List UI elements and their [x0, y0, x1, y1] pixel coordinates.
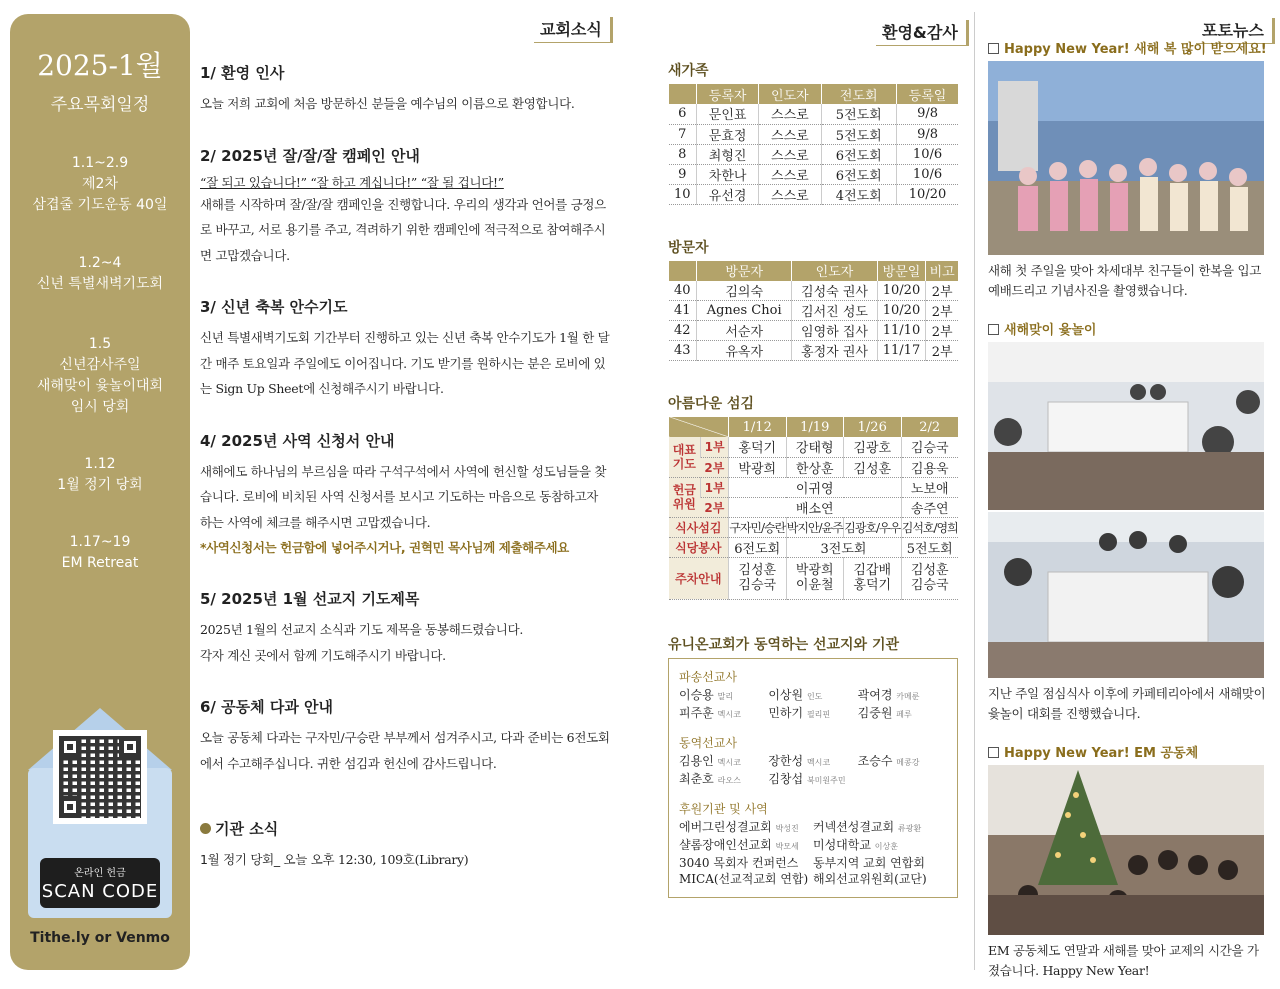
news-item	[200, 430, 612, 561]
news-item	[200, 588, 612, 668]
cell: 40	[669, 281, 697, 301]
cell-line: 김승국	[910, 578, 949, 593]
mission-item	[679, 705, 768, 723]
mission-list	[679, 819, 947, 887]
cell: 2부	[926, 321, 958, 341]
cell: 9/8	[897, 124, 958, 144]
cell: 김용욱	[901, 457, 958, 477]
offering-envelope	[28, 708, 172, 922]
event-date: 1.12	[84, 456, 116, 472]
cell: 박광희	[729, 457, 787, 477]
cell: 홍정자 권사	[792, 341, 877, 361]
mission-item	[679, 753, 768, 771]
cell: 10/20	[877, 281, 926, 301]
org-news-heading	[200, 818, 612, 839]
cell: 2부	[926, 341, 958, 361]
scan-code-badge	[40, 858, 160, 908]
event-line: 제2차	[82, 176, 118, 192]
row-label: 주차안내	[669, 557, 729, 599]
place: 멕시코	[717, 709, 741, 719]
event-line: 임시 당회	[70, 399, 130, 415]
service-table	[668, 417, 958, 600]
cell: 최형진	[697, 144, 759, 164]
sidebar-title: 2025-1월	[37, 49, 163, 82]
table-header	[669, 261, 697, 281]
table-header-row	[669, 84, 959, 104]
cell-line: 김성훈	[738, 563, 777, 578]
place: 메콩강	[896, 757, 920, 767]
cell: 2부	[926, 301, 958, 321]
welcome-column	[668, 60, 958, 898]
cell: 3전도회	[786, 537, 901, 557]
cell: 김서진 성도	[792, 301, 877, 321]
news-title: 2/ 2025년 잘/잘/잘 캠페인 안내	[200, 146, 420, 165]
mission-item	[858, 705, 947, 723]
place: 이상훈	[874, 841, 898, 851]
place: 박모세	[775, 841, 799, 851]
row-sublabel: 1부	[701, 437, 729, 457]
cell: 스스로	[759, 144, 821, 164]
event-line: EM Retreat	[61, 555, 139, 571]
cell	[844, 557, 902, 599]
newfamily-table	[668, 84, 958, 205]
table-header: 방문일	[877, 261, 926, 281]
row-sublabel: 2부	[701, 457, 729, 477]
event-date: 1.5	[88, 336, 112, 352]
name: 민하기	[768, 705, 804, 720]
cell: 한상훈	[786, 457, 844, 477]
place: 인도	[806, 691, 823, 701]
cell: 6전도회	[821, 164, 897, 184]
schedule-event	[10, 532, 190, 574]
name: 동부지역 교회 연합회	[813, 855, 925, 870]
cell: 스스로	[759, 124, 821, 144]
table-header: 등록자	[697, 84, 759, 104]
cell	[786, 557, 844, 599]
photo-title-text: Happy New Year! 새해 복 많이 받으세요!	[1004, 42, 1267, 57]
row-label: 식사섬김	[669, 517, 729, 537]
name: 이승용	[679, 687, 714, 702]
table-row	[669, 497, 959, 517]
table-header: 방문자	[697, 261, 792, 281]
cell: Agnes Choi	[697, 301, 792, 321]
event-line: 새해맞이 윷놀이대회	[36, 378, 164, 394]
cell: 김광호	[844, 437, 902, 457]
schedule-event	[10, 334, 190, 418]
table-header: 1/19	[786, 417, 844, 437]
table-header: 1/12	[729, 417, 787, 437]
cell: 구자민/승란	[729, 517, 787, 537]
name: 조승수	[857, 753, 893, 768]
name: 김용인	[679, 753, 714, 768]
cell: 43	[669, 341, 697, 361]
name: 김중원	[857, 705, 893, 720]
news-body: 2025년 1월의 선교지 소식과 기도 제목을 동봉해드렸습니다.	[200, 622, 524, 637]
table-header: 등록일	[897, 84, 958, 104]
photo-news-column	[988, 38, 1268, 981]
org-news-text: 오늘 오후 12:30, 109호(Library)	[283, 852, 469, 867]
cell: 홍덕기	[729, 437, 787, 457]
checkbox-icon	[988, 324, 999, 335]
cell: 9/8	[897, 104, 958, 124]
table-row	[669, 104, 959, 124]
name: 장한성	[768, 753, 804, 768]
table-row	[669, 184, 959, 204]
table-header-row	[669, 261, 959, 281]
newfamily-title: 새가족	[668, 63, 709, 79]
mission-item	[679, 871, 813, 887]
cell	[901, 557, 958, 599]
cell-line: 홍덕기	[853, 578, 892, 593]
news-title: 6/ 공동체 다과 안내	[200, 698, 334, 716]
name: 3040 목회자 컨퍼런스	[679, 855, 799, 870]
cell: 10/6	[897, 144, 958, 164]
table-row	[669, 281, 959, 301]
cell: 김광호/우우	[844, 517, 902, 537]
mission-item	[679, 837, 813, 855]
mission-title: 유니온교회가 동역하는 선교지와 기관	[668, 636, 900, 653]
place: 멕시코	[806, 757, 831, 767]
mission-item	[858, 687, 947, 705]
cell-line: 이윤철	[795, 578, 834, 593]
cell: 문효정	[697, 124, 759, 144]
mission-item	[768, 753, 857, 771]
checkbox-icon	[988, 43, 999, 54]
place: 류광환	[897, 823, 922, 833]
cell: 박지안/윤주	[786, 517, 844, 537]
cell: 이귀영	[729, 477, 902, 497]
mission-item	[679, 819, 813, 837]
cell-line: 김갑배	[853, 563, 892, 578]
row-sublabel: 1부	[701, 477, 729, 497]
mission-item	[768, 687, 857, 705]
cell: 배소연	[729, 497, 902, 517]
table-row	[669, 341, 959, 361]
cell: 김성훈	[844, 457, 902, 477]
mission-item	[813, 819, 947, 837]
cell: 김성숙 권사	[792, 281, 877, 301]
visitors-table	[668, 261, 958, 362]
mission-group-title: 파송선교사	[679, 669, 737, 684]
cell: 차한나	[697, 164, 759, 184]
schedule-event	[10, 153, 190, 216]
news-title: 4/ 2025년 사역 신청서 안내	[200, 431, 395, 450]
qr-finder-icon	[59, 796, 81, 818]
schedule-event	[10, 253, 190, 295]
place: 멕시코	[717, 757, 741, 767]
cell: 6전도회	[729, 537, 787, 557]
table-header: 전도회	[821, 84, 897, 104]
cell: 6	[669, 104, 697, 124]
cell: 10/20	[877, 301, 926, 321]
cell: 9	[669, 164, 697, 184]
cell: 스스로	[759, 104, 821, 124]
row-sublabel: 2부	[701, 497, 729, 517]
name: 김창섭	[768, 771, 804, 786]
photo-title	[988, 319, 1268, 338]
sidebar-subtitle: 주요목회일정	[50, 95, 150, 115]
mission-item	[679, 771, 768, 789]
photo-title	[988, 742, 1268, 761]
place: 박성진	[775, 823, 799, 833]
schedule-event	[10, 454, 190, 496]
news-body: 새해를 시작하며 잘/잘/잘 캠페인을 진행합니다. 우리의 생각과 언어를 긍정으로 바꾸고, 서로 용기를 주고, 격려하기 위한 캠페인에 적극적으로 참여해주시면 고맙겠습니다.	[200, 196, 606, 263]
cell-line: 김성훈	[910, 563, 949, 578]
name: 곽여경	[857, 687, 893, 702]
table-row	[669, 477, 959, 497]
mission-list	[679, 753, 947, 789]
service-title: 아름다운 섬김	[668, 396, 755, 412]
news-note: *사역신청서는 헌금함에 넣어주시거나, 권혁민 목사님께 제출해주세요	[200, 540, 569, 555]
org-news	[200, 818, 612, 873]
photo-image	[988, 61, 1264, 255]
qr-finder-icon	[119, 736, 141, 758]
cell: 4전도회	[821, 184, 897, 204]
table-row	[669, 557, 959, 599]
name: 최춘호	[679, 771, 714, 786]
tithe-label: Tithe.ly or Venmo	[30, 930, 170, 946]
table-row	[669, 517, 959, 537]
news-item	[200, 296, 612, 402]
event-date: 1.17~19	[69, 534, 131, 550]
scan-caption: 온라인 헌금	[74, 868, 126, 879]
photo-caption: 지난 주일 점심식사 이후에 카페테리아에서 새해맞이 윷놀이 대회를 진행했습니다.	[988, 686, 1266, 721]
table-header-row	[669, 417, 959, 437]
news-title: 1/ 환영 인사	[200, 64, 285, 82]
org-news-title: 기관 소식	[215, 820, 279, 838]
name: 커넥션성결교회	[813, 819, 895, 834]
cell: 유선경	[697, 184, 759, 204]
table-header: 2/2	[901, 417, 958, 437]
mission-list	[679, 687, 947, 723]
church-news-column	[200, 62, 612, 893]
table-row	[669, 144, 959, 164]
table-header: 비고	[926, 261, 958, 281]
cell: 6전도회	[821, 144, 897, 164]
cell: 10	[669, 184, 697, 204]
cell: 스스로	[759, 164, 821, 184]
cell-line: 박광희	[795, 563, 834, 578]
table-header: 인도자	[792, 261, 877, 281]
checkbox-icon	[988, 747, 999, 758]
place: 말리	[717, 691, 734, 701]
table-row	[669, 457, 959, 477]
row-label: 대표 기도	[669, 437, 701, 477]
photo-title-text: 새해맞이 윷놀이	[1004, 323, 1097, 338]
event-line: 1월 정기 당회	[57, 477, 143, 493]
event-line: 신년 특별새벽기도회	[36, 276, 164, 292]
table-row	[669, 164, 959, 184]
cell: 41	[669, 301, 697, 321]
bullet-icon	[200, 823, 211, 834]
news-title: 5/ 2025년 1월 선교지 기도제목	[200, 590, 420, 608]
cell: 10/6	[897, 164, 958, 184]
cell: 5전도회	[901, 537, 958, 557]
diagonal-header	[669, 417, 729, 437]
place: 페루	[896, 709, 912, 719]
mission-item	[768, 705, 857, 723]
mission-box	[668, 658, 958, 898]
news-body: 오늘 공동체 다과는 구자민/구승란 부부께서 섬겨주시고, 다과 준비는 6전도회에서 수고해주십니다. 귀한 섬김과 헌신에 감사드립니다.	[200, 730, 610, 771]
news-body: 각자 계신 곳에서 함께 기도해주시기 바랍니다.	[200, 647, 446, 663]
cell-line: 김승국	[738, 578, 777, 593]
cell: 11/10	[877, 321, 926, 341]
cell: 노보애	[901, 477, 958, 497]
news-quote: “잘 되고 있습니다!” “잘 하고 계십니다!” “잘 될 겁니다!”	[200, 174, 504, 190]
cell: 2부	[926, 281, 958, 301]
column-divider	[974, 12, 975, 970]
org-news-body	[200, 847, 612, 873]
news-item	[200, 62, 612, 117]
event-line: 삼겹줄 기도운동 40일	[32, 197, 168, 213]
cell: 7	[669, 124, 697, 144]
cell: 11/17	[877, 341, 926, 361]
cell: 10/20	[897, 184, 958, 204]
news-title: 3/ 신년 축복 안수기도	[200, 298, 348, 316]
qr-finder-icon	[59, 736, 81, 758]
cell: 5전도회	[821, 124, 897, 144]
cell: 42	[669, 321, 697, 341]
photo-yut-game-2[interactable]	[988, 512, 1264, 678]
scan-label: SCAN CODE	[41, 881, 159, 902]
cell	[729, 557, 787, 599]
news-item	[200, 696, 612, 776]
photo-title	[988, 38, 1268, 57]
name: 이상원	[768, 687, 804, 702]
cell: 서순자	[697, 321, 792, 341]
qr-code-icon[interactable]	[53, 730, 147, 824]
visitors-title: 방문자	[668, 239, 709, 256]
news-body: 새해에도 하나님의 부르심을 따라 구석구석에서 사역에 헌신할 성도님들을 찾습니다. 로비에 비치된 사역 신청서를 보시고 기도하는 마음으로 동참하고자 하는 사역에 체크를 해주시면 고맙겠습니다.	[200, 463, 607, 530]
cell: 5전도회	[821, 104, 897, 124]
cell: 8	[669, 144, 697, 164]
mission-group-title: 후원기관 및 사역	[679, 801, 768, 816]
schedule-sidebar	[10, 14, 190, 970]
cell: 문인표	[697, 104, 759, 124]
tab-news: 교회소식	[534, 17, 613, 43]
mission-item	[679, 687, 768, 705]
cell: 송주연	[901, 497, 958, 517]
name: 해외선교위원회(교단)	[813, 871, 927, 886]
table-header: 1/26	[844, 417, 902, 437]
place: 라오스	[717, 775, 741, 785]
photo-em-community[interactable]	[988, 765, 1264, 935]
news-body: 신년 특별새벽기도회 기간부터 진행하고 있는 신년 축복 안수기도가 1월 한 달간 매주 토요일과 주일에도 이어집니다. 기도 받기를 원하시는 분은 로비에 있는 Sign Up Sheet에 신청해주시기 바랍니다.	[200, 330, 610, 396]
mission-item	[858, 753, 947, 771]
photo-image	[988, 512, 1264, 678]
mission-item	[679, 855, 813, 871]
photo-yut-game-1[interactable]	[988, 342, 1264, 510]
mission-item	[813, 837, 947, 855]
org-news-label: 1월 정기 당회_	[200, 852, 280, 867]
cell: 김의숙	[697, 281, 792, 301]
row-label: 식당봉사	[669, 537, 729, 557]
mission-group-title: 동역선교사	[679, 735, 737, 750]
table-row	[669, 537, 959, 557]
mission-item	[768, 771, 857, 789]
mission-item	[813, 871, 947, 887]
news-item	[200, 145, 612, 269]
photo-title-text: Happy New Year! EM 공동체	[1004, 746, 1199, 761]
place: 카메룬	[896, 691, 920, 701]
table-header	[669, 84, 697, 104]
tab-photo-news: 포토뉴스	[1196, 18, 1275, 44]
table-row	[669, 301, 959, 321]
name: MICA(선교적교회 연합)	[679, 871, 809, 886]
place: 북미원주민	[806, 775, 846, 785]
table-row	[669, 124, 959, 144]
event-date: 1.1~2.9	[71, 155, 129, 171]
mission-item	[813, 855, 947, 871]
place: 필리핀	[806, 709, 831, 719]
name: 에버그린성결교회	[679, 819, 772, 834]
cell: 유옥자	[697, 341, 792, 361]
photo-children-hanbok[interactable]	[988, 61, 1264, 255]
table-row	[669, 321, 959, 341]
photo-caption: EM 공동체도 연말과 새해를 맞아 교제의 시간을 가졌습니다. Happy New Year!	[988, 943, 1259, 978]
photo-image	[988, 765, 1264, 935]
event-date: 1.2~4	[78, 255, 122, 271]
photo-caption: 새해 첫 주일을 맞아 차세대부 친구들이 한복을 입고 예배드리고 기념사진을 촬영했습니다.	[988, 263, 1261, 298]
cell: 강태형	[786, 437, 844, 457]
photo-image	[988, 342, 1264, 510]
name: 샬롬장애인선교회	[679, 837, 772, 852]
news-body: 오늘 저희 교회에 처음 방문하신 분들을 예수님의 이름으로 환영합니다.	[200, 96, 575, 111]
event-line: 신년감사주일	[59, 357, 141, 373]
cell: 김승국	[901, 437, 958, 457]
cell: 김석호/영희	[901, 517, 958, 537]
cell: 스스로	[759, 184, 821, 204]
name: 피주훈	[679, 705, 714, 720]
qr-pattern	[59, 736, 141, 818]
tab-welcome: 환영&감사	[876, 20, 969, 46]
row-label: 헌금 위원	[669, 477, 701, 517]
table-row	[669, 437, 959, 457]
cell: 임영하 집사	[792, 321, 877, 341]
name: 미성대학교	[813, 837, 871, 852]
table-header: 인도자	[759, 84, 821, 104]
